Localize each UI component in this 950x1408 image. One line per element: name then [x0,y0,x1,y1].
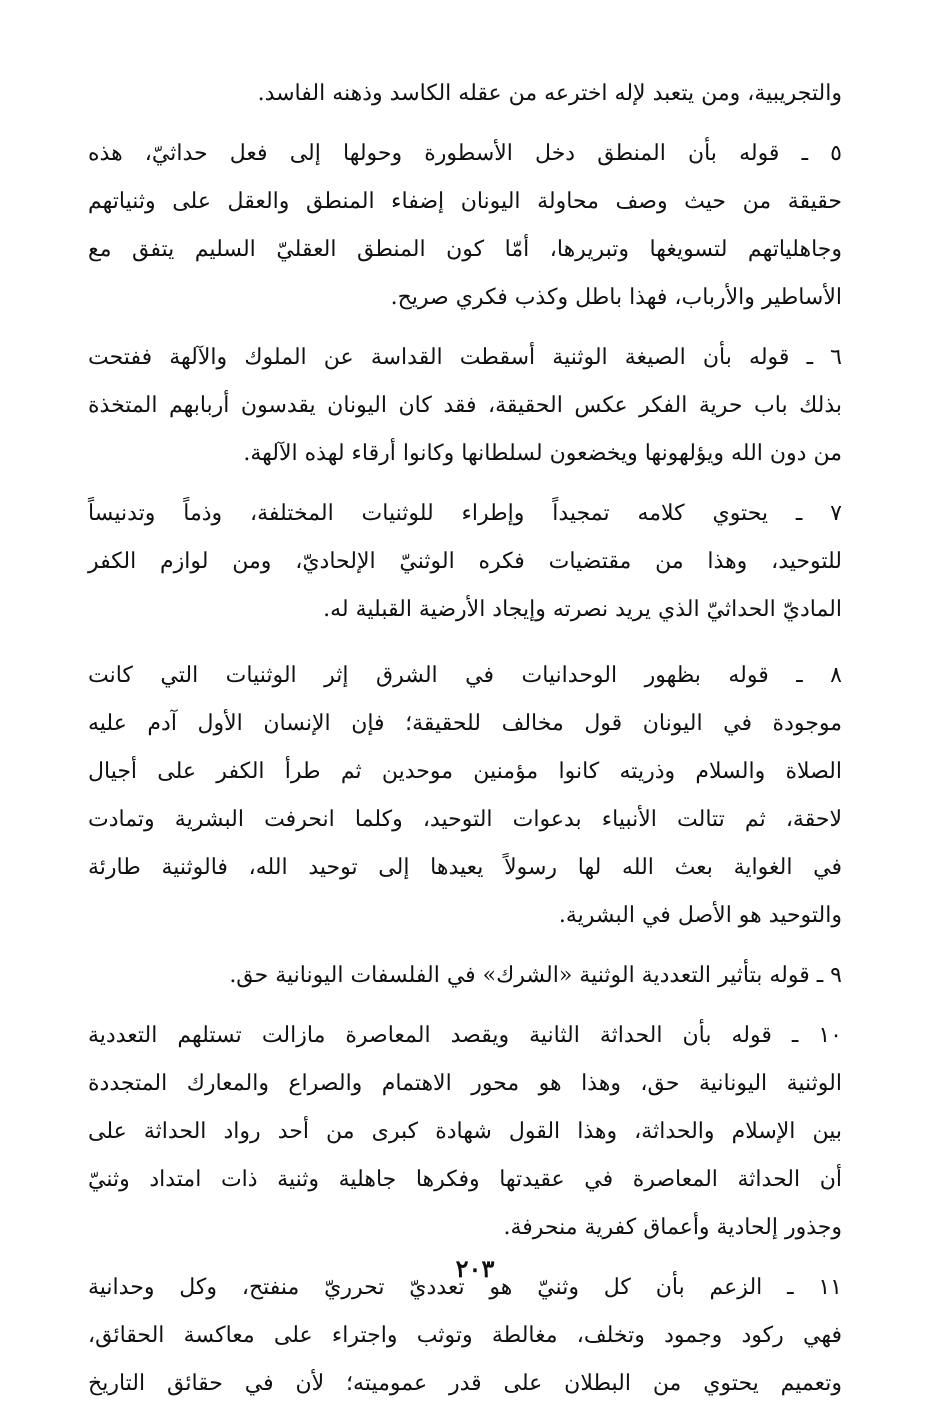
text-line: للتوحيد، وهذا من مقتضيات فكره الوثنيّ الإلحاديّ، ومن لوازم الكفر [88,549,842,574]
text-line: والتوحيد هو الأصل في البشرية. [558,903,842,928]
text-line: والتجريبية، ومن يتعبد لإله اخترعه من عقله الكاسد وذهنه الفاسد. [257,81,842,106]
text-line: فهي ركود وجمود وتخلف، مغالطة وتوثب واجتراء على معاكسة الحقائق، [88,1323,842,1348]
text-line: من دون الله ويؤلهونها ويخضعون لسلطانها وكانوا أرقاء لهذه الآلهة. [243,441,842,466]
text-line: لاحقة، ثم تتالت الأنبياء بدعوات التوحيد، وكلما انحرفت البشرية وتمادت [88,807,842,832]
text-line: الوثنية اليونانية حق، وهذا هو محور الاهتمام والصراع والمعارك المتجددة [88,1071,842,1096]
text-line: بذلك باب حرية الفكر عكس الحقيقة، فقد كان اليونان يقدسون أربابهم المتخذة [88,393,842,418]
text-line: الصلاة والسلام وذريته كانوا مؤمنين موحدين ثم طرأ الكفر على أجيال [88,759,842,784]
text-line: ٨ ـ قوله بظهور الوحدانيات في الشرق إثر الوثنيات التي كانت [88,663,842,688]
text-line: وتعميم يحتوي من البطلان على قدر عموميته؛ لأن في حقائق التاريخ [88,1371,842,1396]
text-line: أن الحداثة المعاصرة في عقيدتها وفكرها جاهلية وثنية ذات امتداد وثنيّ [88,1167,842,1192]
text-line: بين الإسلام والحداثة، وهذا القول شهادة كبرى من أحد رواد الحداثة على [88,1119,842,1144]
text-line: الماديّ الحداثيّ الذي يريد نصرته وإيجاد الأرضية القبلية له. [323,597,842,622]
page-body [88,70,842,1408]
text-line: ٥ ـ قوله بأن المنطق دخل الأسطورة وحولها إلى فعل حداثيّ، هذه [88,141,842,166]
text-line: ١٠ ـ قوله بأن الحداثة الثانية ويقصد المعاصرة مازالت تستلهم التعددية [88,1023,842,1048]
text-line: ١١ ـ الزعم بأن كل وثنيّ هو تعدديّ تحرريّ منفتح، وكل وحدانية [88,1275,842,1300]
text-line: حقيقة من حيث وصف محاولة اليونان إضفاء المنطق والعقل على وثنياتهم [88,189,842,214]
text-line: ٩ ـ قوله بتأثير التعددية الوثنية «الشرك» في الفلسفات اليونانية حق. [229,963,842,988]
page-number: ٢٠٣ [455,1254,495,1283]
text-line: وجاهلياتهم لتسويغها وتبريرها، أمّا كون المنطق العقليّ السليم يتفق مع [88,237,842,262]
text-line: ٦ ـ قوله بأن الصيغة الوثنية أسقطت القداسة عن الملوك والآلهة ففتحت [88,345,842,370]
text-line: وجذور إلحادية وأعماق كفرية منحرفة. [503,1215,842,1240]
text-line: ٧ ـ يحتوي كلامه تمجيداً وإطراء للوثنيات المختلفة، وذماً وتدنيساً [88,501,842,526]
text-line: الأساطير والأرباب، فهذا باطل وكذب فكري صريح. [390,285,842,310]
text-line: في الغواية بعث الله لها رسولاً يعيدها إلى توحيد الله، فالوثنية طارئة [88,855,842,880]
text-line: موجودة في اليونان قول مخالف للحقيقة؛ فإن الإنسان الأول آدم عليه [88,711,842,736]
